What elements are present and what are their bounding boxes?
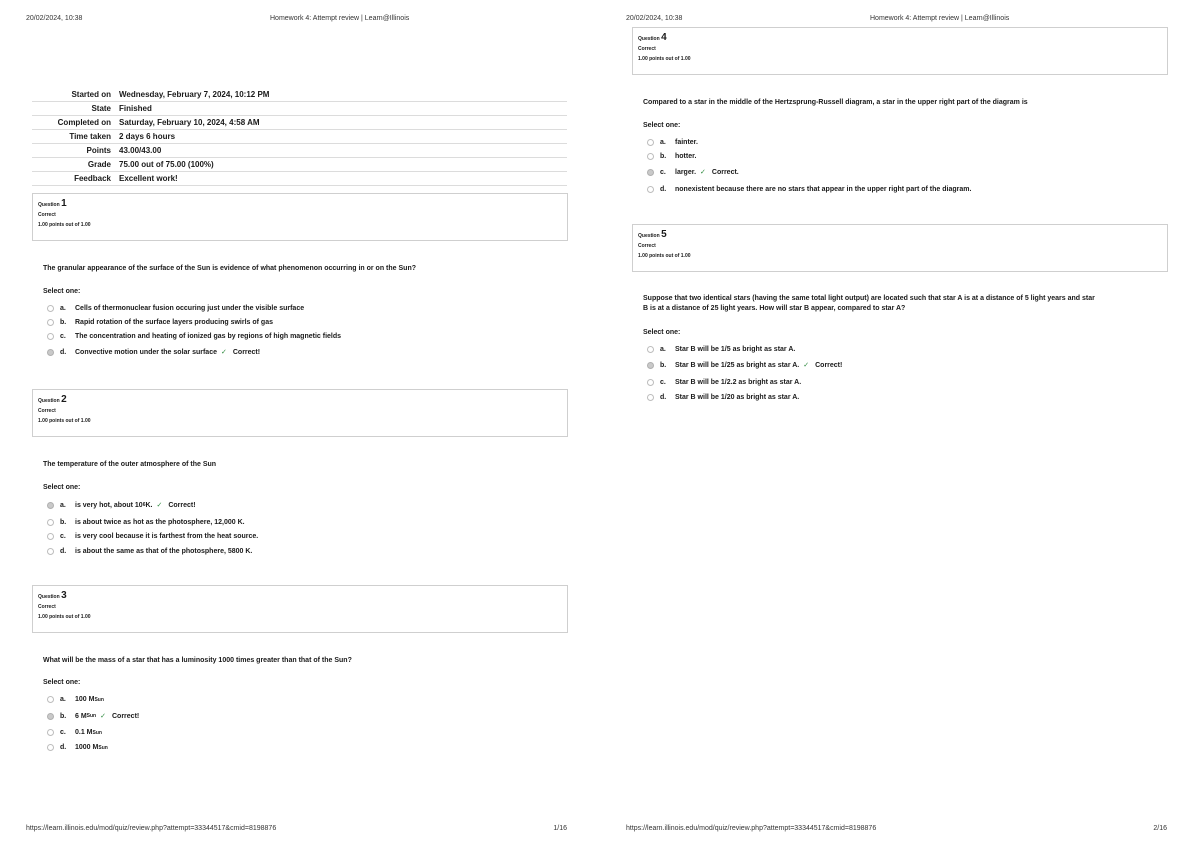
question-2-info: Question 2 Correct 1.00 points out of 1.00 <box>32 389 568 437</box>
radio-button[interactable] <box>47 319 54 326</box>
question-points: 1.00 points out of 1.00 <box>38 614 91 620</box>
q5-option-b[interactable]: b. Star B will be 1/25 as bright as star A. ✓ Correct! <box>647 361 842 369</box>
correct-feedback: Correct! <box>112 712 140 720</box>
q4-option-c[interactable]: c. larger. ✓ Correct. <box>647 168 739 176</box>
q5-option-a[interactable]: a. Star B will be 1/5 as bright as star A. <box>647 346 795 353</box>
question-points: 1.00 points out of 1.00 <box>638 253 691 259</box>
radio-button-selected[interactable] <box>647 362 654 369</box>
q4-option-d[interactable]: d. nonexistent because there are no stars that appear in the upper right part of the diagram. <box>647 186 971 193</box>
summary-row: Points 43.00/43.00 <box>32 144 567 158</box>
question-points: 1.00 points out of 1.00 <box>38 222 91 228</box>
radio-button[interactable] <box>647 394 654 401</box>
radio-button[interactable] <box>47 729 54 736</box>
summary-row: Time taken 2 days 6 hours <box>32 130 567 144</box>
question-3-text: What will be the mass of a star that has a luminosity 1000 times greater than that of the Sun? <box>43 657 352 664</box>
q4-option-b[interactable]: b. hotter. <box>647 153 696 160</box>
radio-button-selected[interactable] <box>647 169 654 176</box>
q2-option-c[interactable]: c. is very cool because it is farthest from the heat source. <box>47 533 258 540</box>
print-header-title: Homework 4: Attempt review | Learn@Illinois <box>870 15 1010 22</box>
question-points: 1.00 points out of 1.00 <box>38 418 91 424</box>
print-footer-page-number: 1/16 <box>553 825 567 832</box>
summary-row: Grade 75.00 out of 75.00 (100%) <box>32 158 567 172</box>
q4-option-a[interactable]: a. fainter. <box>647 139 698 146</box>
select-one-label: Select one: <box>643 329 681 336</box>
question-state: Correct <box>38 212 56 218</box>
question-5-text-line-1: Suppose that two identical stars (having the same total light output) are located such that star A is at a distance of 5 light years and star <box>643 295 1095 302</box>
check-icon: ✓ <box>803 362 810 369</box>
q1-option-d[interactable]: d. Convective motion under the solar surface ✓ Correct! <box>47 348 260 356</box>
radio-button[interactable] <box>647 139 654 146</box>
correct-feedback: Correct! <box>232 348 261 356</box>
radio-button[interactable] <box>47 333 54 340</box>
question-1-text: The granular appearance of the surface of the Sun is evidence of what phenomenon occurring in or on the Sun? <box>43 265 416 272</box>
radio-button[interactable] <box>47 548 54 555</box>
check-icon: ✓ <box>156 502 163 509</box>
question-3-info: Question 3 Correct 1.00 points out of 1.00 <box>32 585 568 633</box>
q3-option-c[interactable]: c. 0.1 M Sun <box>47 729 102 736</box>
radio-button-selected[interactable] <box>47 502 54 509</box>
question-state: Correct <box>38 408 56 414</box>
check-icon: ✓ <box>700 169 706 176</box>
summary-row: Completed on Saturday, February 10, 2024, 4:58 AM <box>32 116 567 130</box>
select-one-label: Select one: <box>43 484 81 491</box>
radio-button-selected[interactable] <box>47 349 54 356</box>
question-1-info: Question 1 Correct 1.00 points out of 1.00 <box>32 193 568 241</box>
print-footer-page-number: 2/16 <box>1153 825 1167 832</box>
q3-option-a[interactable]: a. 100 M Sun <box>47 696 104 703</box>
q5-option-d[interactable]: d. Star B will be 1/20 as bright as star A. <box>647 394 799 401</box>
q1-option-b[interactable]: b. Rapid rotation of the surface layers producing swirls of gas <box>47 319 273 326</box>
radio-button[interactable] <box>47 305 54 312</box>
radio-button[interactable] <box>47 696 54 703</box>
question-5-text <box>643 294 1095 314</box>
print-footer-url: https://learn.illinois.edu/mod/quiz/review.php?attempt=33344517&cmid=8198876 <box>626 825 877 832</box>
q1-option-c[interactable]: c. The concentration and heating of ionized gas by regions of high magnetic fields <box>47 333 341 340</box>
check-icon: ✓ <box>100 713 106 720</box>
summary-row: Feedback Excellent work! <box>32 172 567 186</box>
q2-option-b[interactable]: b. is about twice as hot as the photosphere, 12,000 K. <box>47 519 245 526</box>
correct-feedback: Correct! <box>815 361 843 369</box>
question-state: Correct <box>638 243 656 249</box>
print-header-date: 20/02/2024, 10:38 <box>626 15 683 22</box>
question-points: 1.00 points out of 1.00 <box>638 56 691 62</box>
attempt-summary-table <box>32 88 567 186</box>
correct-feedback: Correct! <box>168 501 196 509</box>
radio-button[interactable] <box>47 744 54 751</box>
summary-row: State Finished <box>32 102 567 116</box>
select-one-label: Select one: <box>43 288 81 295</box>
radio-button-selected[interactable] <box>47 713 54 720</box>
q1-option-a[interactable]: a. Cells of thermonuclear fusion occuring just under the visible surface <box>47 305 304 312</box>
question-5-info: Question 5 Correct 1.00 points out of 1.00 <box>632 224 1168 272</box>
check-icon: ✓ <box>220 349 227 356</box>
print-header-date: 20/02/2024, 10:38 <box>26 15 83 22</box>
print-footer-url: https://learn.illinois.edu/mod/quiz/review.php?attempt=33344517&cmid=8198876 <box>26 825 277 832</box>
radio-button[interactable] <box>47 519 54 526</box>
question-state: Correct <box>638 46 656 52</box>
select-one-label: Select one: <box>643 122 681 129</box>
q3-option-b[interactable]: b. 6 M Sun ✓ Correct! <box>47 712 139 720</box>
question-2-text: The temperature of the outer atmosphere of the Sun <box>43 461 217 468</box>
summary-row: Started on Wednesday, February 7, 2024, 10:12 PM <box>32 88 567 102</box>
q2-option-a[interactable]: a. is very hot, about 10 6 K. ✓ Correct! <box>47 501 196 509</box>
radio-button[interactable] <box>647 379 654 386</box>
q5-option-c[interactable]: c. Star B will be 1/2.2 as bright as star A. <box>647 379 801 386</box>
question-state: Correct <box>38 604 56 610</box>
radio-button[interactable] <box>647 346 654 353</box>
select-one-label: Select one: <box>43 679 81 686</box>
page-2 <box>600 0 1200 848</box>
print-header-title: Homework 4: Attempt review | Learn@Illinois <box>270 15 410 22</box>
q3-option-d[interactable]: d. 1000 M Sun <box>47 744 108 751</box>
q2-option-d[interactable]: d. is about the same as that of the photosphere, 5800 K. <box>47 548 252 555</box>
question-5-text-line-2: B is at a distance of 25 light years. How will star B appear, compared to star A? <box>643 305 906 312</box>
correct-feedback: Correct. <box>711 168 739 176</box>
radio-button[interactable] <box>47 533 54 540</box>
question-4-info: Question 4 Correct 1.00 points out of 1.00 <box>632 27 1168 75</box>
radio-button[interactable] <box>647 186 654 193</box>
radio-button[interactable] <box>647 153 654 160</box>
question-4-text: Compared to a star in the middle of the Hertzsprung-Russell diagram, a star in the upper right part of the diagram is <box>643 99 1028 106</box>
